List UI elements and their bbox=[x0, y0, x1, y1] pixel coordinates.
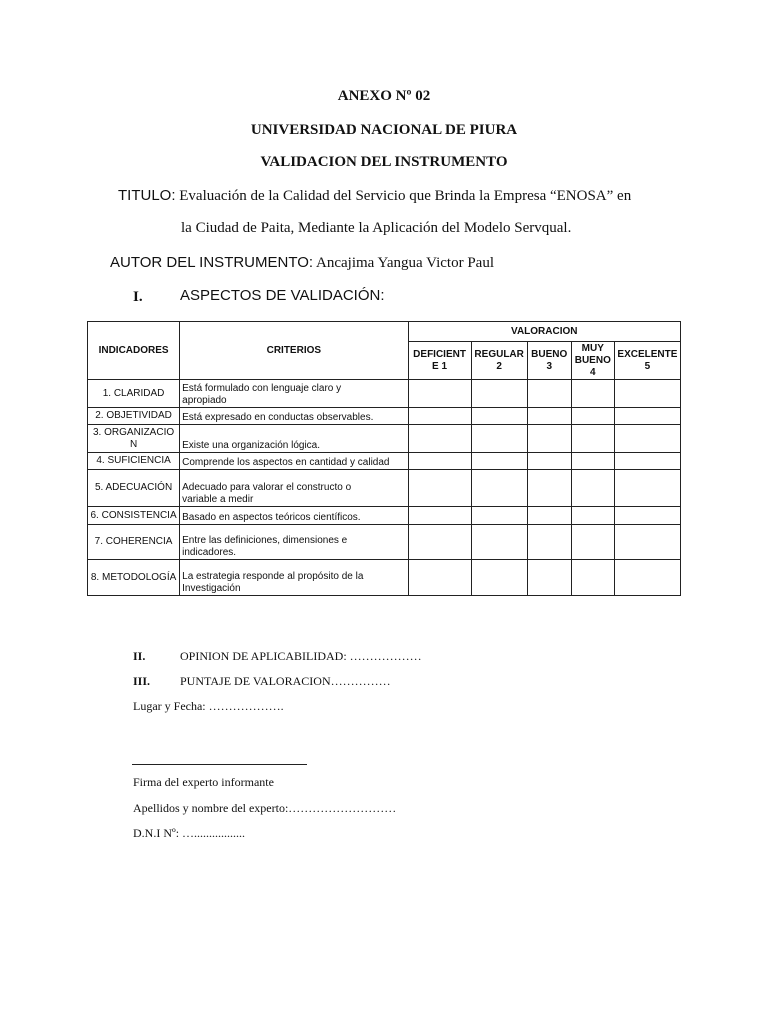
rating-cell[interactable] bbox=[571, 453, 614, 470]
rating-cell[interactable] bbox=[614, 470, 680, 507]
rating-cell[interactable] bbox=[471, 453, 527, 470]
rating-cell[interactable] bbox=[408, 453, 471, 470]
rating-cell[interactable] bbox=[408, 380, 471, 408]
rating-cell[interactable] bbox=[408, 507, 471, 525]
rating-cell[interactable] bbox=[527, 560, 571, 596]
rating-cell[interactable] bbox=[471, 525, 527, 560]
title-text-2: la Ciudad de Paita, Mediante la Aplicación del Modelo Servqual. bbox=[181, 220, 572, 236]
criteria-cell: Comprende los aspectos en cantidad y calidad bbox=[180, 453, 408, 470]
scale-regular: REGULAR 2 bbox=[471, 342, 527, 380]
university-name: UNIVERSIDAD NACIONAL DE PIURA bbox=[250, 122, 518, 138]
section-3-text: PUNTAJE DE VALORACION…………… bbox=[180, 674, 391, 688]
scale-muy-bueno: MUY BUENO 4 bbox=[571, 342, 614, 380]
header-criterios: CRITERIOS bbox=[180, 322, 408, 380]
section-1-number: I. bbox=[133, 289, 143, 305]
annex-title: ANEXO Nº 02 bbox=[337, 88, 431, 104]
indicator-cell: 8. METODOLOGÍA bbox=[88, 560, 180, 596]
section-1-heading: ASPECTOS DE VALIDACIÓN: bbox=[180, 287, 385, 304]
rating-cell[interactable] bbox=[571, 525, 614, 560]
header-indicadores: INDICADORES bbox=[88, 322, 180, 380]
rating-cell[interactable] bbox=[614, 425, 680, 453]
rating-cell[interactable] bbox=[471, 507, 527, 525]
dni-field[interactable]: D.N.I Nº: …................. bbox=[133, 826, 246, 840]
indicator-cell: 4. SUFICIENCIA bbox=[88, 453, 180, 470]
section-2-number: II. bbox=[133, 649, 146, 663]
validation-table bbox=[87, 321, 681, 596]
rating-cell[interactable] bbox=[408, 470, 471, 507]
author-name: Ancajima Yangua Victor Paul bbox=[316, 255, 494, 271]
scale-excelente: EXCELENTE 5 bbox=[614, 342, 680, 380]
header-valoracion: VALORACION bbox=[408, 322, 680, 342]
table-row bbox=[88, 380, 681, 408]
criteria-cell: Adecuado para valorar el constructo o variable a medir bbox=[180, 470, 408, 507]
rating-cell[interactable] bbox=[408, 560, 471, 596]
section-3-number: III. bbox=[133, 674, 151, 688]
rating-cell[interactable] bbox=[471, 560, 527, 596]
table-row bbox=[88, 507, 681, 525]
rating-cell[interactable] bbox=[408, 408, 471, 425]
criteria-cell: Basado en aspectos teóricos científicos. bbox=[180, 507, 408, 525]
indicator-cell: 2. OBJETIVIDAD bbox=[88, 408, 180, 425]
title-label: TITULO: bbox=[118, 187, 176, 204]
table-row bbox=[88, 408, 681, 425]
indicator-cell: 7. COHERENCIA bbox=[88, 525, 180, 560]
rating-cell[interactable] bbox=[571, 425, 614, 453]
scale-deficiente: DEFICIENT E 1 bbox=[408, 342, 471, 380]
rating-cell[interactable] bbox=[571, 507, 614, 525]
rating-cell[interactable] bbox=[471, 425, 527, 453]
rating-cell[interactable] bbox=[408, 425, 471, 453]
rating-cell[interactable] bbox=[408, 525, 471, 560]
rating-cell[interactable] bbox=[571, 380, 614, 408]
criteria-cell: Está expresado en conductas observables. bbox=[180, 408, 408, 425]
rating-cell[interactable] bbox=[527, 380, 571, 408]
table-row bbox=[88, 470, 681, 507]
section-2-text: OPINION DE APLICABILIDAD: ……………… bbox=[180, 649, 422, 663]
rating-cell[interactable] bbox=[571, 560, 614, 596]
signature-line bbox=[132, 764, 307, 765]
table-row bbox=[88, 525, 681, 560]
criteria-cell: Existe una organización lógica. bbox=[180, 425, 408, 453]
rating-cell[interactable] bbox=[571, 408, 614, 425]
indicator-cell: 3. ORGANIZACIO N bbox=[88, 425, 180, 453]
indicator-cell: 5. ADECUACIÓN bbox=[88, 470, 180, 507]
expert-name-field[interactable]: Apellidos y nombre del experto:……………………… bbox=[133, 801, 397, 815]
rating-cell[interactable] bbox=[614, 380, 680, 408]
rating-cell[interactable] bbox=[471, 470, 527, 507]
table-row bbox=[88, 453, 681, 470]
rating-cell[interactable] bbox=[527, 507, 571, 525]
author-line bbox=[110, 254, 494, 272]
title-line-1 bbox=[118, 187, 631, 205]
place-date-field[interactable]: Lugar y Fecha: ………………. bbox=[133, 699, 284, 713]
rating-cell[interactable] bbox=[614, 525, 680, 560]
rating-cell[interactable] bbox=[527, 408, 571, 425]
rating-cell[interactable] bbox=[527, 425, 571, 453]
document-subtitle: VALIDACION DEL INSTRUMENTO bbox=[260, 154, 508, 170]
criteria-cell: Entre las definiciones, dimensiones e indicadores. bbox=[180, 525, 408, 560]
rating-cell[interactable] bbox=[527, 525, 571, 560]
author-label: AUTOR DEL INSTRUMENTO: bbox=[110, 254, 314, 271]
rating-cell[interactable] bbox=[614, 408, 680, 425]
criteria-cell: Está formulado con lenguaje claro y apropiado bbox=[180, 380, 408, 408]
rating-cell[interactable] bbox=[571, 470, 614, 507]
rating-cell[interactable] bbox=[471, 408, 527, 425]
rating-cell[interactable] bbox=[527, 453, 571, 470]
scale-bueno: BUENO 3 bbox=[527, 342, 571, 380]
rating-cell[interactable] bbox=[614, 560, 680, 596]
criteria-cell: La estrategia responde al propósito de la Investigación bbox=[180, 560, 408, 596]
signature-label: Firma del experto informante bbox=[133, 775, 274, 789]
table-row bbox=[88, 425, 681, 453]
title-text-1: Evaluación de la Calidad del Servicio que Brinda la Empresa “ENOSA” en bbox=[179, 188, 632, 204]
rating-cell[interactable] bbox=[614, 453, 680, 470]
rating-cell[interactable] bbox=[527, 470, 571, 507]
rating-cell[interactable] bbox=[471, 380, 527, 408]
indicator-cell: 6. CONSISTENCIA bbox=[88, 507, 180, 525]
rating-cell[interactable] bbox=[614, 507, 680, 525]
table-row bbox=[88, 560, 681, 596]
indicator-cell: 1. CLARIDAD bbox=[88, 380, 180, 408]
